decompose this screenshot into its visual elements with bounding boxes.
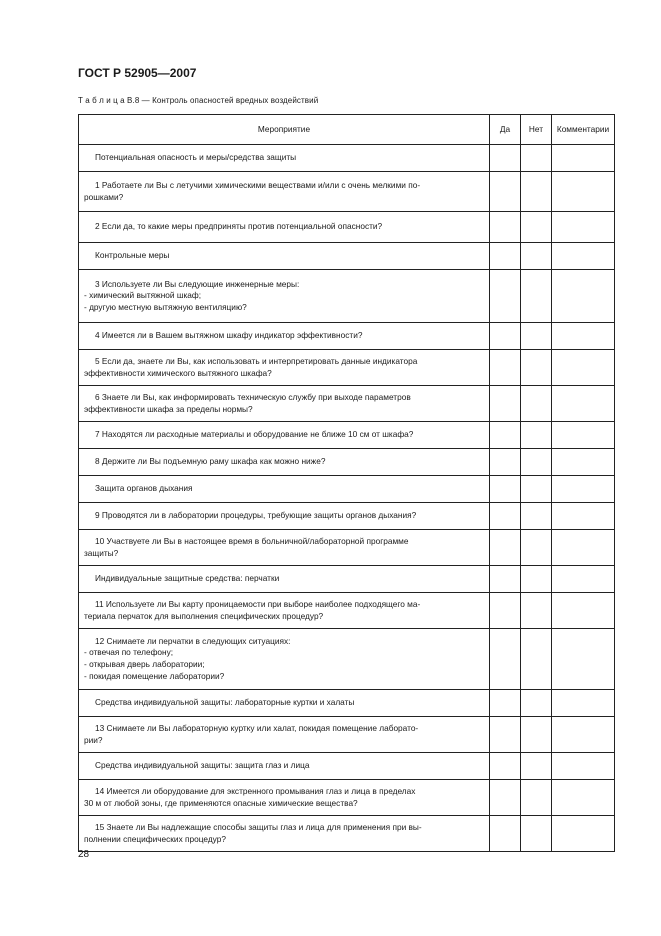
table-section-row xyxy=(79,690,615,717)
document-code: ГОСТ Р 52905—2007 xyxy=(78,66,197,80)
table-row xyxy=(79,270,615,323)
table-section-row xyxy=(79,243,615,270)
answer-yes-cell[interactable] xyxy=(490,816,521,852)
section-heading-cell xyxy=(79,243,490,270)
caption-text: В.8 — Контроль опасностей вредных воздействий xyxy=(124,96,319,105)
table-row xyxy=(79,212,615,243)
question-text-line: 10 Участвуете ли Вы в настоящее время в больничной/лабораторной программе xyxy=(95,535,409,546)
answer-no-cell[interactable] xyxy=(521,503,552,530)
comment-cell[interactable] xyxy=(552,243,615,270)
question-text-line: - отвечая по телефону; xyxy=(84,647,174,658)
question-text-line: 9 Проводятся ли в лаборатории процедуры, требующие защиты органов дыхания? xyxy=(95,510,417,521)
question-text-line: рошками? xyxy=(84,191,124,202)
caption-prefix: Т а б л и ц а xyxy=(78,96,125,105)
table-body xyxy=(79,145,615,852)
answer-no-cell[interactable] xyxy=(521,270,552,323)
answer-yes-cell[interactable] xyxy=(490,717,521,753)
comment-cell[interactable] xyxy=(552,350,615,386)
comment-cell[interactable] xyxy=(552,503,615,530)
table-row xyxy=(79,780,615,816)
answer-no-cell[interactable] xyxy=(521,350,552,386)
answer-yes-cell[interactable] xyxy=(490,593,521,629)
question-text-line: 6 Знаете ли Вы, как информировать техническую службу при выходе параметров xyxy=(95,391,411,402)
section-heading-cell xyxy=(79,690,490,717)
answer-yes-cell[interactable] xyxy=(490,350,521,386)
comment-cell[interactable] xyxy=(552,270,615,323)
table-row xyxy=(79,172,615,212)
question-text-line: - другую местную вытяжную вентиляцию? xyxy=(84,301,247,312)
comment-cell[interactable] xyxy=(552,145,615,172)
answer-yes-cell[interactable] xyxy=(490,270,521,323)
question-text-line: рии? xyxy=(84,734,103,745)
question-text-line: 5 Если да, знаете ли Вы, как использовать и интерпретировать данные индикатора xyxy=(95,355,418,366)
table-row xyxy=(79,629,615,690)
question-text-line: 7 Находятся ли расходные материалы и оборудование не ближе 10 см от шкафа? xyxy=(95,429,414,440)
answer-yes-cell[interactable] xyxy=(490,243,521,270)
question-text-line: 2 Если да, то какие меры предприняты против потенциальной опасности? xyxy=(95,221,383,232)
section-heading-text: Защита органов дыхания xyxy=(95,483,193,494)
answer-no-cell[interactable] xyxy=(521,212,552,243)
question-text-line: - открывая дверь лаборатории; xyxy=(84,659,205,669)
question-cell xyxy=(79,780,490,816)
table-row xyxy=(79,449,615,476)
column-header-no: Нет xyxy=(521,115,552,145)
question-text-line: 15 Знаете ли Вы надлежащие способы защиты глаз и лица для применения при вы- xyxy=(95,821,422,832)
comment-cell[interactable] xyxy=(552,172,615,212)
question-text-line: - покидая помещение лаборатории? xyxy=(84,670,225,681)
answer-yes-cell[interactable] xyxy=(490,386,521,422)
table-section-row xyxy=(79,566,615,593)
section-heading-text: Потенциальная опасность и меры/средства защиты xyxy=(95,152,297,163)
section-heading-cell xyxy=(79,476,490,503)
table-row xyxy=(79,422,615,449)
answer-no-cell[interactable] xyxy=(521,753,552,780)
comment-cell[interactable] xyxy=(552,690,615,717)
answer-yes-cell[interactable] xyxy=(490,530,521,566)
hazard-control-table xyxy=(78,114,615,852)
answer-yes-cell[interactable] xyxy=(490,780,521,816)
question-text-line: эффективности химического вытяжного шкафа? xyxy=(84,367,272,378)
question-text-line: полнении специфических процедур? xyxy=(84,833,226,844)
question-cell xyxy=(79,816,490,852)
table-section-row xyxy=(79,476,615,503)
question-cell xyxy=(79,422,490,449)
answer-yes-cell[interactable] xyxy=(490,476,521,503)
comment-cell[interactable] xyxy=(552,717,615,753)
section-heading-text: Индивидуальные защитные средства: перчатки xyxy=(95,573,280,584)
section-heading-text: Средства индивидуальной защиты: лабораторные куртки и халаты xyxy=(95,697,355,708)
question-text-line: 11 Используете ли Вы карту проницаемости при выборе наиболее подходящего ма- xyxy=(95,598,421,609)
comment-cell[interactable] xyxy=(552,566,615,593)
answer-yes-cell[interactable] xyxy=(490,323,521,350)
table-header-row xyxy=(79,115,615,145)
answer-no-cell[interactable] xyxy=(521,629,552,690)
table-row xyxy=(79,717,615,753)
answer-no-cell[interactable] xyxy=(521,422,552,449)
answer-no-cell[interactable] xyxy=(521,530,552,566)
answer-yes-cell[interactable] xyxy=(490,212,521,243)
question-cell xyxy=(79,350,490,386)
answer-yes-cell[interactable] xyxy=(490,629,521,690)
question-text-line: 3 Используете ли Вы следующие инженерные меры: xyxy=(95,278,300,289)
answer-yes-cell[interactable] xyxy=(490,503,521,530)
question-cell xyxy=(79,593,490,629)
answer-no-cell[interactable] xyxy=(521,717,552,753)
table-caption xyxy=(78,96,318,105)
question-text-line: - химический вытяжной шкаф; xyxy=(84,290,202,301)
table-section-row xyxy=(79,753,615,780)
answer-no-cell[interactable] xyxy=(521,172,552,212)
answer-yes-cell[interactable] xyxy=(490,422,521,449)
table-section-row xyxy=(79,145,615,172)
comment-cell[interactable] xyxy=(552,530,615,566)
table-row xyxy=(79,503,615,530)
question-cell xyxy=(79,172,490,212)
comment-cell[interactable] xyxy=(552,816,615,852)
comment-cell[interactable] xyxy=(552,476,615,503)
question-cell xyxy=(79,386,490,422)
question-cell xyxy=(79,503,490,530)
section-heading-cell xyxy=(79,566,490,593)
comment-cell[interactable] xyxy=(552,422,615,449)
section-heading-text: Средства индивидуальной защиты: защита глаз и лица xyxy=(95,760,310,771)
question-text-line: 12 Снимаете ли перчатки в следующих ситуациях: xyxy=(95,635,291,646)
answer-no-cell[interactable] xyxy=(521,816,552,852)
question-text-line: 1 Работаете ли Вы с летучими химическими веществами и/или с очень мелкими по- xyxy=(95,179,421,190)
question-text-line: 4 Имеется ли в Вашем вытяжном шкафу индикатор эффективности? xyxy=(95,330,363,341)
answer-yes-cell[interactable] xyxy=(490,172,521,212)
answer-no-cell[interactable] xyxy=(521,386,552,422)
comment-cell[interactable] xyxy=(552,449,615,476)
question-text-line: териала перчаток для выполнения специфических процедур? xyxy=(84,610,324,621)
section-heading-cell xyxy=(79,753,490,780)
question-text-line: 8 Держите ли Вы подъемную раму шкафа как можно ниже? xyxy=(95,456,326,467)
answer-yes-cell[interactable] xyxy=(490,566,521,593)
column-header-measure: Мероприятие xyxy=(79,115,490,145)
table-row xyxy=(79,816,615,852)
section-heading-text: Контрольные меры xyxy=(95,250,170,261)
answer-yes-cell[interactable] xyxy=(490,449,521,476)
comment-cell[interactable] xyxy=(552,593,615,629)
question-text-line: 30 м от любой зоны, где применяются опасные химические вещества? xyxy=(84,797,358,808)
comment-cell[interactable] xyxy=(552,386,615,422)
section-heading-cell xyxy=(79,145,490,172)
answer-yes-cell[interactable] xyxy=(490,753,521,780)
table-row xyxy=(79,593,615,629)
answer-no-cell[interactable] xyxy=(521,323,552,350)
table-row xyxy=(79,323,615,350)
table-row xyxy=(79,386,615,422)
question-cell xyxy=(79,717,490,753)
question-cell xyxy=(79,270,490,323)
column-header-yes: Да xyxy=(490,115,521,145)
question-cell xyxy=(79,449,490,476)
question-cell xyxy=(79,212,490,243)
answer-yes-cell[interactable] xyxy=(490,690,521,717)
question-text-line: эффективности шкафа за пределы нормы? xyxy=(84,403,253,414)
comment-cell[interactable] xyxy=(552,629,615,690)
comment-cell[interactable] xyxy=(552,780,615,816)
question-text-line: 14 Имеется ли оборудование для экстренного промывания глаз и лица в пределах xyxy=(95,785,416,796)
comment-cell[interactable] xyxy=(552,212,615,243)
comment-cell[interactable] xyxy=(552,323,615,350)
answer-no-cell[interactable] xyxy=(521,593,552,629)
answer-no-cell[interactable] xyxy=(521,243,552,270)
answer-no-cell[interactable] xyxy=(521,145,552,172)
answer-yes-cell[interactable] xyxy=(490,145,521,172)
page-number: 28 xyxy=(78,849,90,860)
comment-cell[interactable] xyxy=(552,753,615,780)
answer-no-cell[interactable] xyxy=(521,566,552,593)
question-cell xyxy=(79,323,490,350)
table-row xyxy=(79,350,615,386)
column-header-comments: Комментарии xyxy=(552,115,615,145)
question-cell xyxy=(79,530,490,566)
answer-no-cell[interactable] xyxy=(521,476,552,503)
question-cell xyxy=(79,629,490,690)
answer-no-cell[interactable] xyxy=(521,780,552,816)
question-text-line: 13 Снимаете ли Вы лабораторную куртку или халат, покидая помещение лаборато- xyxy=(95,722,419,733)
answer-no-cell[interactable] xyxy=(521,690,552,717)
answer-no-cell[interactable] xyxy=(521,449,552,476)
question-text-line: защиты? xyxy=(84,547,119,558)
table-row xyxy=(79,530,615,566)
